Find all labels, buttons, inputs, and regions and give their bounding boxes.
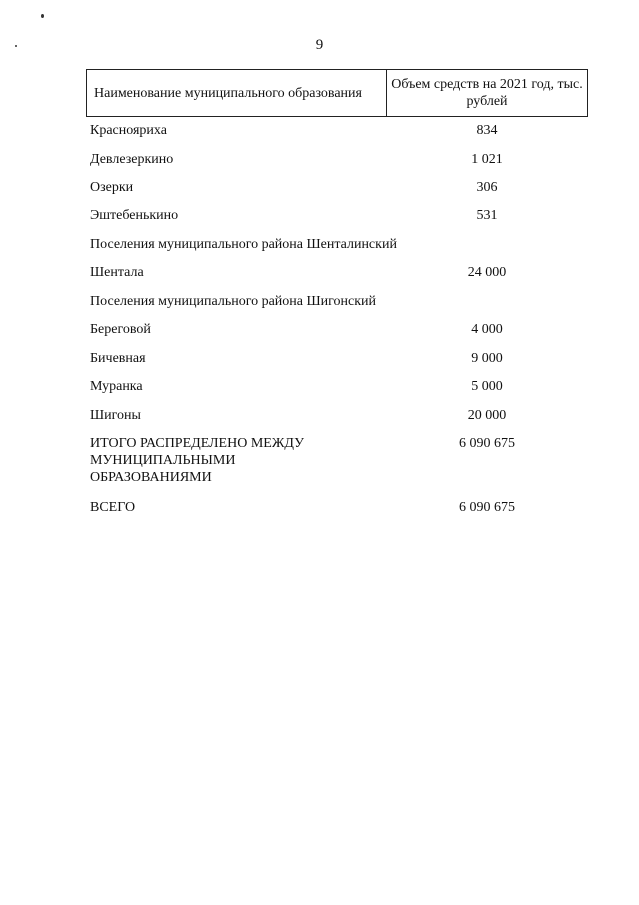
column-header-name: Наименование муниципального образования xyxy=(87,70,387,116)
row-value: 5 000 xyxy=(471,379,503,394)
grand-total-value: 6 090 675 xyxy=(459,500,515,515)
row-value: 20 000 xyxy=(467,408,507,423)
row-name: Муранка xyxy=(90,379,143,394)
row-name: Девлезеркино xyxy=(90,152,174,167)
row-name: Береговой xyxy=(90,322,151,337)
row-name: Эштебенькино xyxy=(90,208,179,223)
total-distributed-label: ИТОГО РАСПРЕДЕЛЕНО МЕЖДУ МУНИЦИПАЛЬНЫМИ ОБРАЗОВАНИЯМИ xyxy=(90,436,304,485)
row-name: Шигоны xyxy=(90,408,141,423)
column-header-amount: Объем средств на 2021 год, тыс. рублей xyxy=(391,77,583,109)
page-number: 9 xyxy=(315,37,324,53)
row-name: Озерки xyxy=(90,180,134,195)
row-name: Бичевная xyxy=(90,351,146,366)
row-value: 9 000 xyxy=(471,351,503,366)
row-value: 4 000 xyxy=(471,322,503,337)
table-header xyxy=(86,69,588,117)
row-value: 306 xyxy=(476,180,498,195)
row-value: 1 021 xyxy=(471,152,503,167)
section-heading: Поселения муниципального района Шигонский xyxy=(90,294,377,309)
row-name: Краснояриха xyxy=(90,123,167,138)
total-distributed-value: 6 090 675 xyxy=(459,436,515,451)
row-value: 531 xyxy=(476,208,498,223)
section-heading: Поселения муниципального района Шенталинский xyxy=(90,237,397,252)
scan-speck xyxy=(41,14,44,18)
grand-total-label: ВСЕГО xyxy=(90,500,136,515)
row-name: Шентала xyxy=(90,265,144,280)
row-value: 24 000 xyxy=(467,265,507,280)
row-value: 834 xyxy=(476,123,498,138)
